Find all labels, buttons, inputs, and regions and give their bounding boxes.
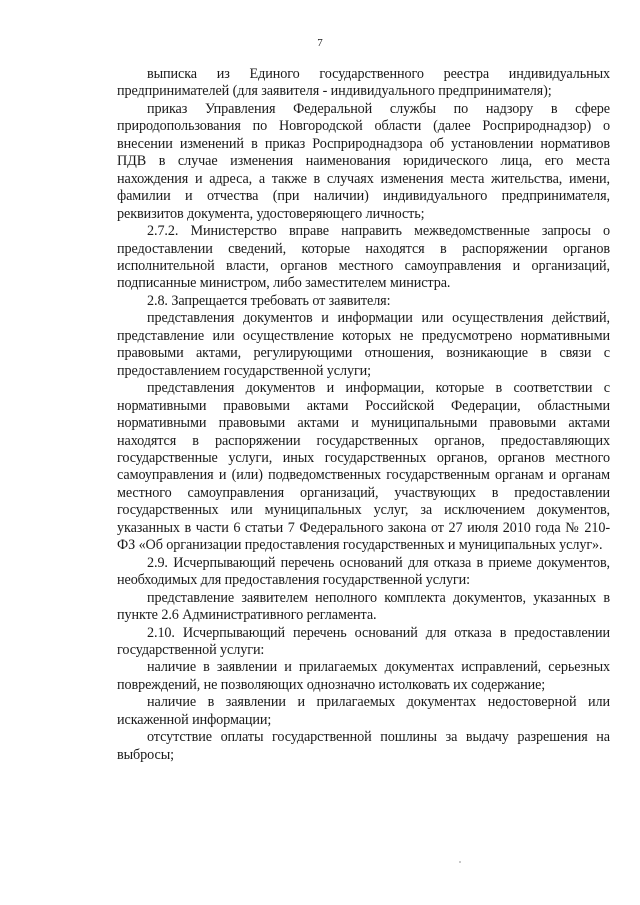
- paragraph-2-10-item-1: наличие в заявлении и прилагаемых документах исправлений, серьезных повреждений, не позволяющих однозначно истолковать их содержание;: [117, 659, 610, 693]
- document-body: [117, 66, 610, 764]
- paragraph-2-10-item-3: отсутствие оплаты государственной пошлины за выдачу разрешения на выбросы;: [117, 729, 610, 763]
- paragraph-2-8-item-1: представления документов и информации или осуществления действий, представление или осуществление которых не предусмотрено нормативными правовыми актами, регулирующими отношения, возникающие в связи с предоставлением государственной услуги;: [117, 310, 610, 379]
- paragraph-2-9: 2.9. Исчерпывающий перечень оснований для отказа в приеме документов, необходимых для предоставления государственной услуги:: [117, 554, 610, 589]
- paragraph-rosprirodnadzor-order: приказ Управления Федеральной службы по надзору в сфере природопользования по Новгородской области (далее Росприроднадзор) о внесении изменений в приказ Росприроднадзора об установлении нормативов ПДВ в случае изменения наименования юридического лица, его места нахождения и адреса, а также в случаях изменения места жительства, имени, фамилии и отчества (при наличии) индивидуального предпринимателя, реквизитов документа, удостоверяющего личность;: [117, 100, 610, 222]
- paragraph-egrip-extract: выписка из Единого государственного реестра индивидуальных предпринимателей (для заявителя - индивидуального предпринимателя);: [117, 66, 610, 100]
- paragraph-2-8: 2.8. Запрещается требовать от заявителя:: [147, 292, 391, 309]
- paragraph-2-10-item-2: наличие в заявлении и прилагаемых документах недостоверной или искаженной информации;: [117, 694, 610, 728]
- scan-speck: [459, 861, 461, 863]
- paragraph-2-8-item-2: представления документов и информации, которые в соответствии с нормативными правовыми актами Российской Федерации, областными нормативными правовыми актами и муниципальными правовыми актами находятся в распоряжении государственных органов, предоставляющих государственные услуги, иных государственных органов, органов местного самоуправления и (или) подведомственных государственным органам и органам местного самоуправления организаций, участвующих в предоставлении государственных или муниципальных услуг, за исключением документов, указанных в части 6 статьи 7 Федерального закона от 27 июля 2010 года № 210-ФЗ «Об организации предоставления государственных и муниципальных услуг».: [117, 380, 610, 554]
- page-number: 7: [317, 37, 323, 49]
- paragraph-2-7-2: 2.7.2. Министерство вправе направить межведомственные запросы о предоставлении сведений, которые находятся в распоряжении органов исполнительной власти, органов местного самоуправления и организаций, подписанные министром, либо заместителем министра.: [117, 223, 610, 292]
- paragraph-2-9-item-1: представление заявителем неполного комплекта документов, указанных в пункте 2.6 Административного регламента.: [117, 589, 610, 624]
- paragraph-2-10: 2.10. Исчерпывающий перечень оснований для отказа в предоставлении государственной услуги:: [117, 624, 610, 658]
